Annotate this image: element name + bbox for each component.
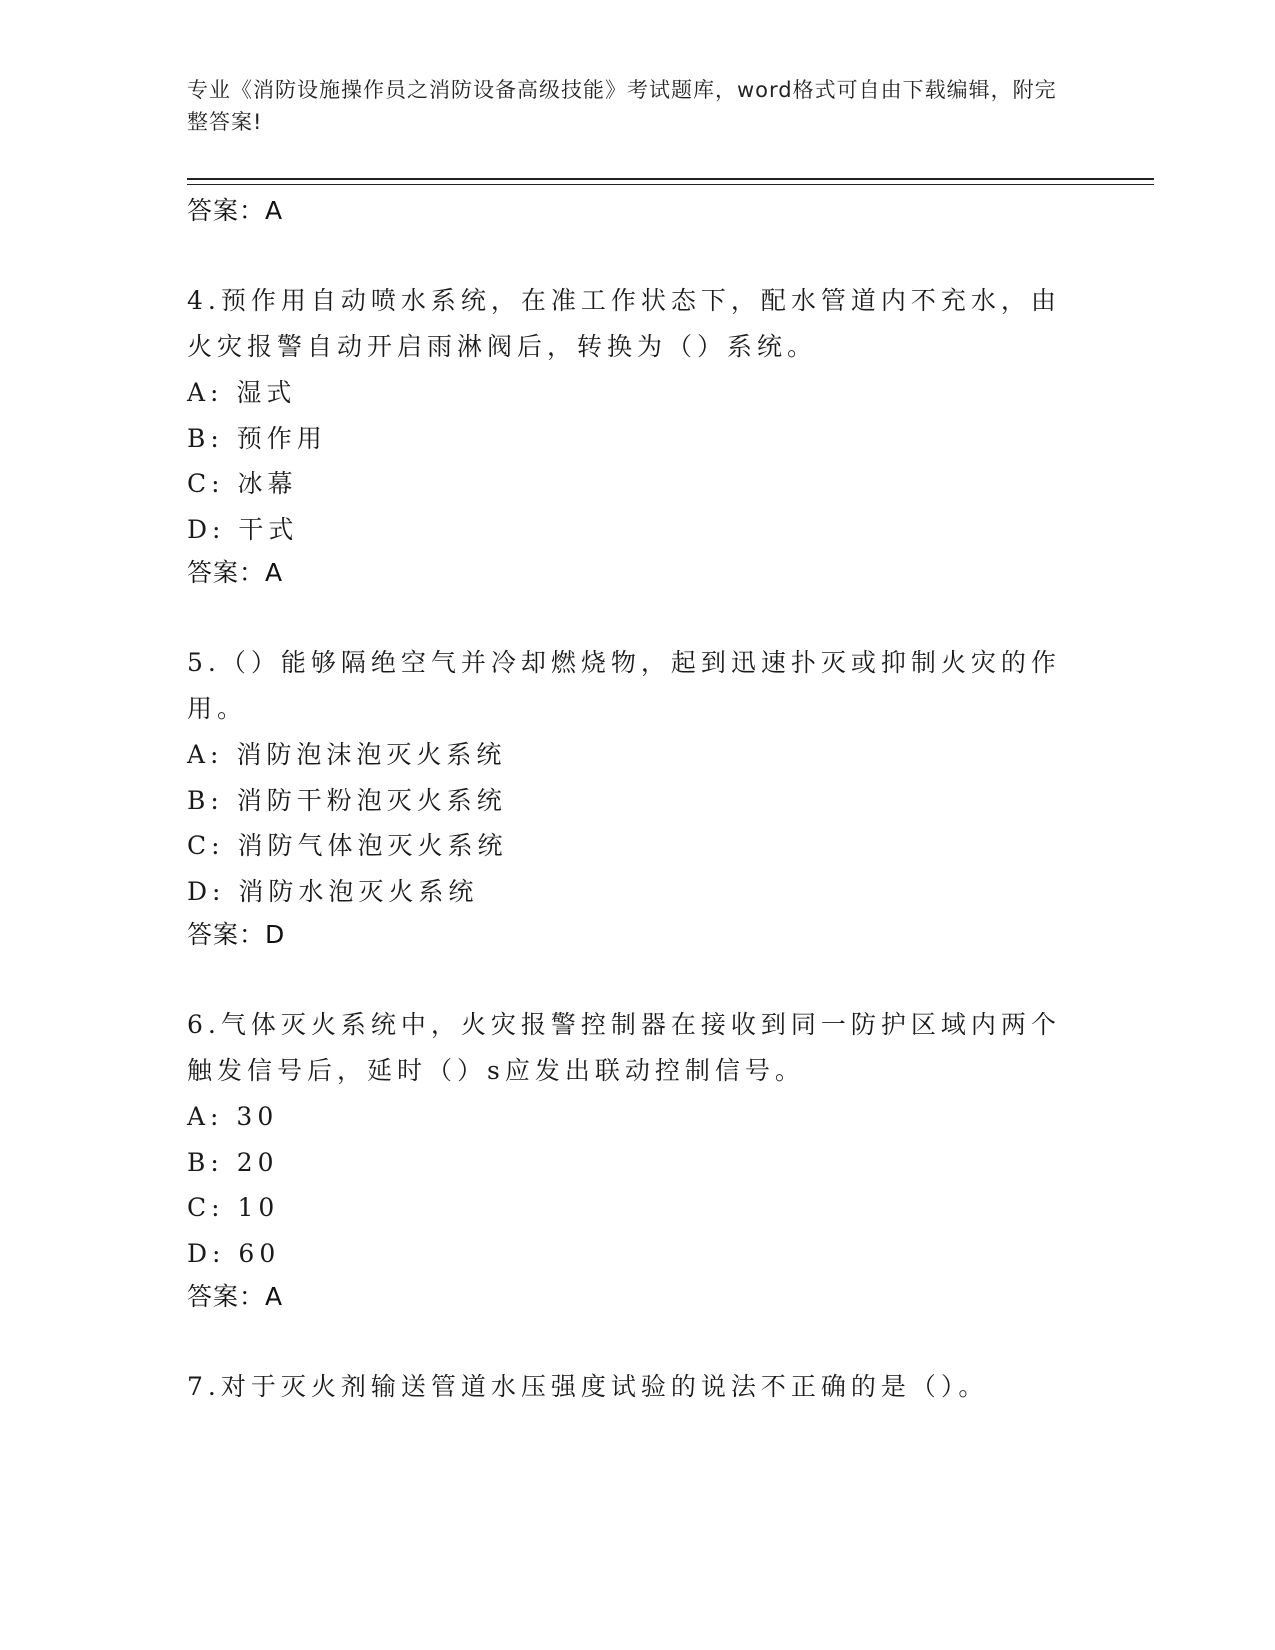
question-list [187, 190, 1067, 1410]
question-7 [187, 1364, 1067, 1410]
option-a: A: 消防泡沫泡灭火系统 [187, 740, 507, 769]
option-b: B: 预作用 [187, 423, 327, 453]
option-d: D: 消防水泡灭火系统 [187, 876, 479, 906]
question-stem: 4.预作用自动喷水系统，在准工作状态下，配水管道内不充水，由火灾报警自动开启雨淋阀后，转换为（）系统。 [187, 286, 1061, 361]
option-d: D: 干式 [187, 514, 299, 544]
question-stem: 5.（）能够隔绝空气并冷却燃烧物，起到迅速扑灭或抑制火灾的作用。 [187, 648, 1061, 723]
question-4 [187, 278, 1067, 594]
option-d: D: 60 [187, 1238, 281, 1268]
question-stem: 7.对于灭火剂输送管道水压强度试验的说法不正确的是（）。 [187, 1372, 989, 1401]
question-stem: 6.气体灭火系统中，火灾报警控制器在接收到同一防护区域内两个触发信号后，延时（）s应发出联动控制信号。 [187, 1010, 1061, 1085]
question-answer: 答案：A [187, 558, 284, 587]
option-a: A: 湿式 [187, 378, 297, 407]
option-c: C: 10 [187, 1193, 280, 1222]
option-c: C: 消防气体泡灭火系统 [187, 831, 508, 860]
question-5 [187, 640, 1067, 956]
header-divider-thin [187, 184, 1154, 185]
option-c: C: 冰幕 [187, 469, 298, 498]
option-b: B: 20 [187, 1147, 279, 1177]
header-divider-thick [187, 178, 1154, 180]
document-header: 专业《消防设施操作员之消防设备高级技能》考试题库，word格式可自由下载编辑，附完整答案! [187, 78, 1057, 134]
option-a: A: 30 [187, 1102, 279, 1131]
option-b: B: 消防干粉泡灭火系统 [187, 785, 507, 815]
question-6 [187, 1002, 1067, 1318]
question-answer: 答案：A [187, 1282, 284, 1311]
question-answer: 答案：D [187, 920, 286, 949]
previous-answer: 答案：A [187, 196, 284, 225]
